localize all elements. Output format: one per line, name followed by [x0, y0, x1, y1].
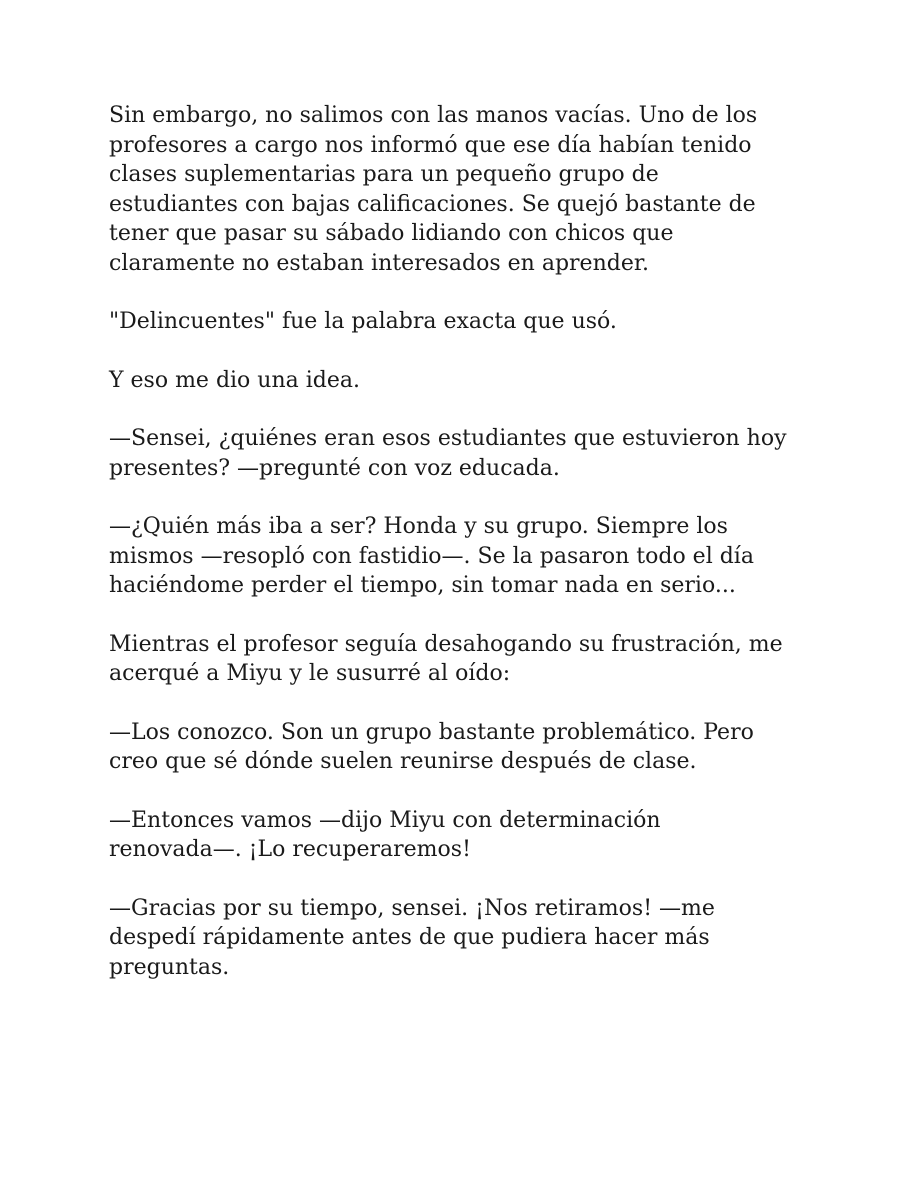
text-line: —¿Quién más iba a ser? Honda y su grupo. Siempre los: [109, 514, 728, 539]
text-line: profesores a cargo nos informó que ese día habían tenido: [109, 132, 752, 158]
text-line: clases suplementarias para un pequeño grupo de: [109, 162, 659, 187]
text-line: Mientras el profesor seguía desahogando su frustración, me: [109, 631, 783, 657]
paragraph-1: [109, 101, 809, 278]
text-line: presentes? —pregunté con voz educada.: [109, 455, 560, 481]
document-page: [109, 101, 809, 1011]
text-line: acerqué a Miyu y le susurré al oído:: [109, 661, 511, 686]
paragraph-6: [109, 630, 809, 689]
paragraph-8: [109, 806, 809, 865]
text-line: Y eso me dio una idea.: [109, 367, 360, 393]
paragraph-2: [109, 307, 809, 337]
text-line: —Gracias por su tiempo, sensei. ¡Nos retiramos! —me: [109, 895, 715, 921]
paragraph-9: [109, 894, 809, 983]
paragraph-4: [109, 424, 809, 483]
paragraph-3: [109, 366, 809, 396]
text-line: —Entonces vamos —dijo Miyu con determinación: [109, 807, 661, 833]
text-line: creo que sé dónde suelen reunirse después de clase.: [109, 749, 697, 774]
text-line: "Delincuentes" fue la palabra exacta que usó.: [109, 309, 617, 334]
text-line: —Los conozco. Son un grupo bastante problemático. Pero: [109, 719, 754, 745]
text-line: —Sensei, ¿quiénes eran esos estudiantes que estuvieron hoy: [109, 426, 787, 451]
text-line: tener que pasar su sábado lidiando con chicos que: [109, 221, 674, 246]
paragraph-7: [109, 718, 809, 777]
text-line: renovada—. ¡Lo recuperaremos!: [109, 837, 471, 862]
text-line: Sin embargo, no salimos con las manos vacías. Uno de los: [109, 103, 758, 128]
text-line: estudiantes con bajas calificaciones. Se quejó bastante de: [109, 191, 756, 217]
paragraph-5: [109, 512, 809, 601]
text-line: preguntas.: [109, 954, 230, 980]
text-line: haciéndome perder el tiempo, sin tomar nada en serio...: [109, 573, 736, 598]
text-line: despedí rápidamente antes de que pudiera hacer más: [109, 925, 710, 950]
text-line: mismos —resopló con fastidio—. Se la pasaron todo el día: [109, 543, 754, 569]
text-line: claramente no estaban interesados en aprender.: [109, 250, 649, 276]
